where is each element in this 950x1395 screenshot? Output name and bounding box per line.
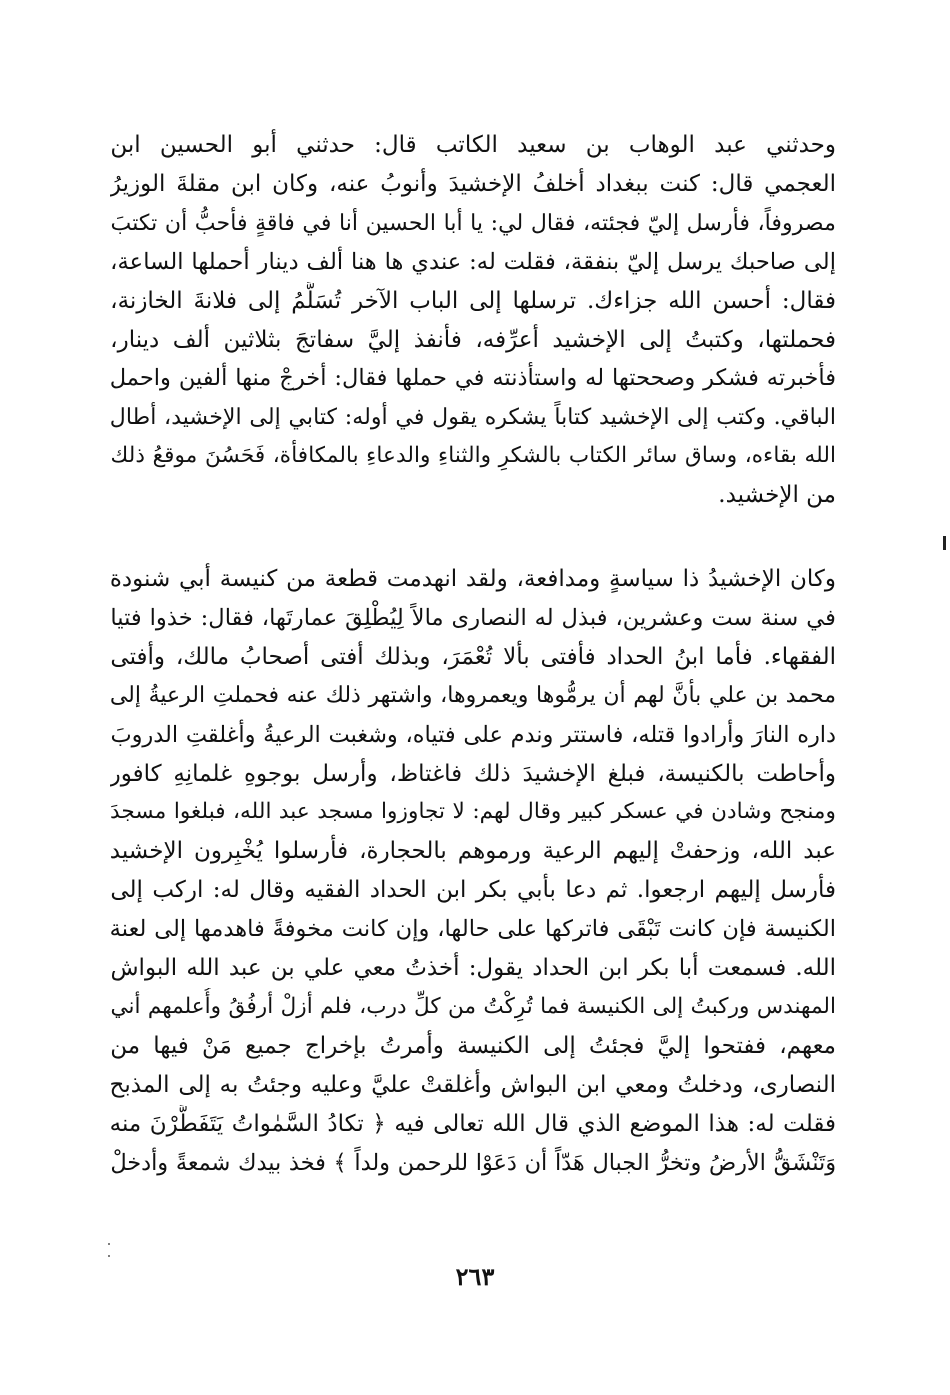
text-line: وكان الإخشيدُ ذا سياسةٍ ومدافعة، ولقد انهدمت قطعة من كنيسة أبي شنودة xyxy=(110,566,836,592)
text-line: في سنة ست وعشرين، فبذل له النصارى مالاً لِيُطْلِقَ عمارتَها، فقال: خذوا فتيا xyxy=(110,604,836,631)
text-line: الكنيسة فإن كانت تَبْقَى فاتركها على حالها، وإن كانت مخوفةً فاهدمها إلى لعنة xyxy=(110,916,836,943)
text-line: ومنجح وشادن في عسكر كبير وقال لهم: لا تجاوزوا مسجد عبد الله، فبلغوا مسجدَ xyxy=(110,799,836,825)
text-line: فأخبرته فشكر وصححتها له واستأذنته في حملها فقال: أخرجْ منها ألفين واحمل xyxy=(110,365,836,392)
text-line: الباقي. وكتب إلى الإخشيد كتاباً يشكره يقول في أوله: كتابي إلى الإخشيد، أطال xyxy=(110,404,836,431)
text-line: إلى صاحبك يرسل إليّ بنفقة، فقلت له: عندي ها هنا ألف دينار أحملها الساعة، xyxy=(110,248,836,275)
text-line: فحملتها، وكتبتُ إلى الإخشيد أعرِّفه، فأنفذ إليَّ سفاتجَ بثلاثين ألف دينار، xyxy=(110,326,836,353)
text-line: وحدثني عبد الوهاب بن سعيد الكاتب قال: حدثني أبو الحسين ابن xyxy=(110,132,836,158)
text-line: معهم، ففتحوا إليَّ فجئتُ إلى الكنيسة وأمرتُ بإخراج جميع مَنْ فيها من xyxy=(110,1032,836,1059)
text-line: النصارى، ودخلتُ ومعي ابن البواش وأغلقتْ عليَّ وعليه وجئتُ به إلى المذبح xyxy=(110,1071,836,1098)
text-line: وأحاطت بالكنيسة، فبلغ الإخشيدَ ذلك فاغتاظ، وأرسل بوجوهِ غلمانِهِ كافور xyxy=(110,760,836,787)
paragraph-1 xyxy=(110,126,836,515)
text-line: داره النارَ وأرادوا قتله، فاستتر وندم على فتياه، وشغبت الرعيةُ وأغلقتِ الدروبَ xyxy=(110,721,836,748)
text-line: مصروفاً، فأرسل إليّ فجئته، فقال لي: يا أبا الحسين أنا في فاقةٍ فأحبُّ أن تكتبَ xyxy=(110,209,836,236)
scan-speck xyxy=(108,1243,110,1245)
text-line: فقلت له: هذا الموضع الذي قال الله تعالى فيه ﴿ تكادُ السَّمٰواتُ يَتَفَطَّرْنَ منه xyxy=(110,1110,836,1137)
text-line: فأرسل إليهم ارجعوا. ثم دعا بأبي بكر ابن الحداد الفقيه وقال له: اركب إلى xyxy=(110,877,836,904)
page-number: ٢٦٣ xyxy=(455,1262,495,1291)
text-line: عبد الله، وزحفتْ إليهم الرعية ورموهم بالحجارة، فأرسلوا يُخْبِرون الإخشيد xyxy=(110,838,836,865)
paragraph-2 xyxy=(110,560,836,1183)
text-line: فقال: أحسن الله جزاءك. ترسلها إلى الباب الآخر تُسَلَّمُ إلى فلانةَ الخازنة، xyxy=(110,287,836,314)
text-line: وَتَنْشَقُّ الأرضُ وتخرُّ الجبال هَدّاً أن دَعَوْا للرحمن ولداً ﴾ فخذ بيدك شمعةً وأدخلْ xyxy=(110,1149,836,1176)
text-line: الفقهاء. فأما ابنُ الحداد فأفتى بألا تُعْمَرَ، وبذلك أفتى أصحابُ مالك، وأفتى xyxy=(110,643,836,670)
text-line: محمد بن علي بأنَّ لهم أن يرمُّوها ويعمروها، واشتهر ذلك عنه فحملتِ الرعيةُ إلى xyxy=(110,682,836,708)
text-line: الله. فسمعت أبا بكر ابن الحداد يقول: أخذتُ معي علي بن عبد الله البواش xyxy=(110,955,836,982)
margin-mark xyxy=(943,536,946,550)
scan-speck xyxy=(108,1255,110,1257)
text-line: المهندس وركبتُ إلى الكنيسة فما تُرِكْتُ من كلِّ درب، فلم أزلْ أرفُقُ وأُعلمهم أني xyxy=(110,993,836,1019)
text-line: من الإخشيد. xyxy=(718,482,836,509)
text-line: الله بقاءه، وساق سائر الكتاب بالشكرِ والثناءِ والدعاءِ بالمكافأة، فَحَسُنَ موقعُ ذلك xyxy=(110,443,836,469)
text-line: العجمي قال: كنت ببغداد أخلفُ الإخشيدَ وأنوبُ عنه، وكان ابن مقلةَ الوزيرُ xyxy=(110,170,836,197)
